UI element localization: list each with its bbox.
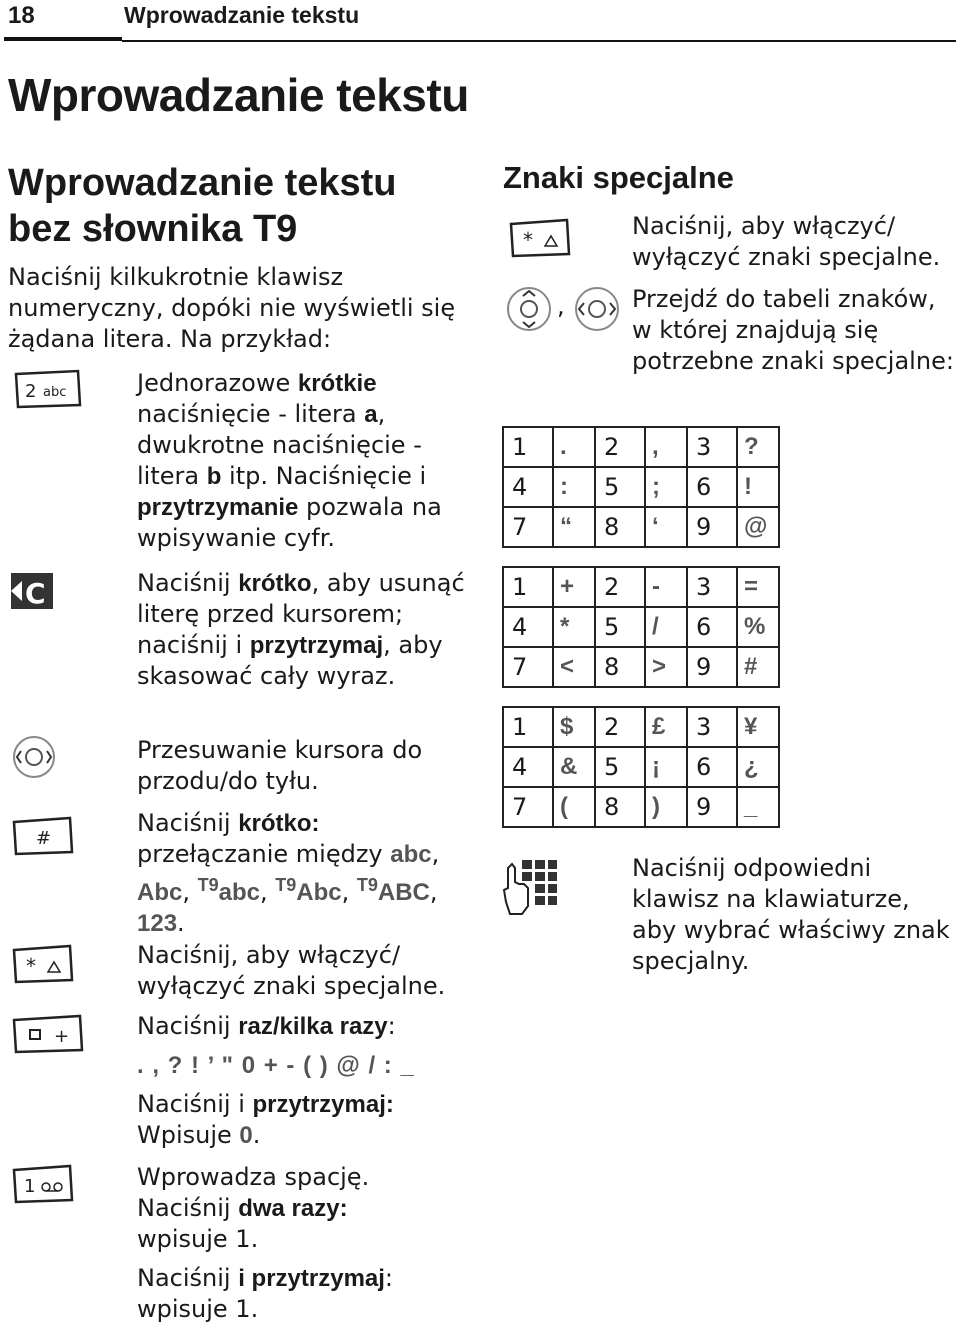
char-table-digit: 8 (595, 647, 645, 687)
clear-key-description: Naciśnij krótko, aby usunąć literę przed kursorem; naciśnij i przytrzymaj, aby skasować cały wyraz. (137, 569, 465, 690)
char-table-symbol: ‘ (645, 507, 687, 547)
nav-separator: , (557, 292, 565, 320)
char-table-digit: 8 (595, 787, 645, 827)
char-table-symbol: # (737, 647, 779, 687)
key-2-abc-icon (12, 368, 82, 410)
char-table-symbol: * (553, 607, 595, 647)
hash-key-description: Naciśnij krótko: przełączanie między abc, Abc, $^{T9}$abc, $^{T9}$Abc, $^{T9}$ABC, 123. (137, 809, 440, 937)
char-table-digit: 3 (687, 707, 737, 747)
key-2-description: Jednorazowe krótkie naciśnięcie - litera a, dwukrotne naciśnięcie - litera b itp. Naciśnięcie i przytrzymanie pozwala na wpisywanie cyfr. (137, 369, 442, 552)
char-table-symbol: & (553, 747, 595, 787)
zero-key-icon (10, 1012, 84, 1056)
char-table-symbol: ¥ (737, 707, 779, 747)
char-table-symbol: _ (737, 787, 779, 827)
char-table-digit: 3 (687, 427, 737, 467)
char-table-symbol: £ (645, 707, 687, 747)
char-table-symbol: ( (553, 787, 595, 827)
svg-text:#: # (36, 828, 52, 849)
char-table-digit: 2 (595, 707, 645, 747)
keypad-text: Naciśnij odpowiedni klawisz na klawiaturze, aby wybrać właściwy znak specjalny. (632, 854, 950, 975)
char-table-digit: 5 (595, 747, 645, 787)
zero-key-description: Naciśnij raz/kilka razy: . , ? ! ’ " 0 + - ( ) @ / : _ Naciśnij i przytrzymaj: Wpisuje 0. (137, 1011, 497, 1151)
nav-left-right-icon (12, 735, 56, 779)
char-table-digit: 7 (503, 647, 553, 687)
hash-key-icon (10, 814, 74, 858)
clear-key-icon (10, 572, 54, 610)
section-title (8, 160, 397, 252)
char-table-symbol: ; (645, 467, 687, 507)
section-title-line1: Wprowadzanie tekstu (8, 162, 397, 204)
char-table-symbol: ¡ (645, 747, 687, 787)
char-table-digit: 9 (687, 787, 737, 827)
char-table-symbol: . (553, 427, 595, 467)
star-key-description: Naciśnij, aby włączyć/ wyłączyć znaki specjalne. (137, 941, 446, 1000)
char-table-digit: 2 (595, 567, 645, 607)
char-table-symbol: : (553, 467, 595, 507)
char-table-row (503, 747, 779, 787)
key-2-label: abc (43, 385, 67, 400)
char-table-symbol: , (645, 427, 687, 467)
svg-text:+: + (54, 1026, 70, 1047)
char-table-digit: 6 (687, 607, 737, 647)
char-table-symbol: ? (737, 427, 779, 467)
char-table-digit: 1 (503, 707, 553, 747)
one-key-description: Wprowadza spację. Naciśnij dwa razy: wpisuje 1. Naciśnij i przytrzymaj: wpisuje 1. (137, 1163, 394, 1323)
svg-text:C: C (25, 577, 46, 610)
char-table-symbol: % (737, 607, 779, 647)
keypad-hand-icon (502, 858, 558, 918)
svg-text:2: 2 (25, 381, 37, 402)
page-number: 18 (8, 2, 35, 29)
char-table-symbol: < (553, 647, 595, 687)
char-table-digit: 5 (595, 467, 645, 507)
char-table-digit: 9 (687, 647, 737, 687)
special-chars-title: Znaki specjalne (503, 160, 734, 195)
one-key-voicemail-icon (10, 1162, 74, 1206)
char-table-symbol: ! (737, 467, 779, 507)
zero-key-chars: . , ? ! ’ " 0 + - ( ) @ / : _ (137, 1052, 415, 1079)
nav-key-description: Przesuwanie kursora do przodu/do tyłu. (137, 736, 423, 795)
char-table-digit: 6 (687, 467, 737, 507)
star-key-icon (10, 942, 74, 986)
char-table-2 (502, 566, 780, 688)
char-table-digit: 8 (595, 507, 645, 547)
char-table-row (503, 507, 779, 547)
section-title-line2: bez słownika T9 (8, 208, 298, 250)
running-header-title: Wprowadzanie tekstu (124, 2, 360, 28)
char-table-digit: 7 (503, 507, 553, 547)
svg-text:*: * (523, 228, 533, 252)
char-table-row (503, 567, 779, 607)
char-table-symbol: “ (553, 507, 595, 547)
char-table-symbol: = (737, 567, 779, 607)
header-rule-thin (122, 40, 956, 42)
char-table-row (503, 787, 779, 827)
char-table-symbol: / (645, 607, 687, 647)
char-table-symbol: @ (737, 507, 779, 547)
char-table-digit: 5 (595, 607, 645, 647)
char-table-symbol: ¿ (737, 747, 779, 787)
char-table-symbol: + (553, 567, 595, 607)
char-table-3 (502, 706, 780, 828)
nav-up-down-icon (506, 286, 552, 332)
char-table-digit: 9 (687, 507, 737, 547)
intro-paragraph: Naciśnij kilkukrotnie klawisz numeryczny, dopóki nie wyświetli się żądana litera. Na przykład: (8, 263, 456, 353)
svg-text:*: * (26, 954, 36, 978)
nav-tables-text: Przejdź do tabeli znaków, w której znajdują się potrzebne znaki specjalne: (632, 285, 954, 375)
char-table-digit: 6 (687, 747, 737, 787)
char-table-digit: 4 (503, 607, 553, 647)
char-table-row (503, 467, 779, 507)
svg-text:1: 1 (24, 1176, 36, 1197)
char-table-digit: 3 (687, 567, 737, 607)
char-table-digit: 7 (503, 787, 553, 827)
char-table-row (503, 707, 779, 747)
char-table-digit: 1 (503, 567, 553, 607)
char-table-symbol: - (645, 567, 687, 607)
header-rule-thick (4, 37, 122, 41)
char-table-digit: 4 (503, 467, 553, 507)
char-table-row (503, 647, 779, 687)
char-table-symbol: $ (553, 707, 595, 747)
char-table-symbol: > (645, 647, 687, 687)
char-table-row (503, 607, 779, 647)
char-table-symbol: ) (645, 787, 687, 827)
star-key-icon-right (507, 216, 571, 260)
nav-left-right-icon-right (574, 286, 620, 332)
char-table-digit: 4 (503, 747, 553, 787)
page-title: Wprowadzanie tekstu (8, 69, 469, 121)
char-table-digit: 2 (595, 427, 645, 467)
char-table-1 (502, 426, 780, 548)
char-table-digit: 1 (503, 427, 553, 467)
char-table-row (503, 427, 779, 467)
special-chars-toggle-text: Naciśnij, aby włączyć/ wyłączyć znaki specjalne. (632, 212, 941, 271)
